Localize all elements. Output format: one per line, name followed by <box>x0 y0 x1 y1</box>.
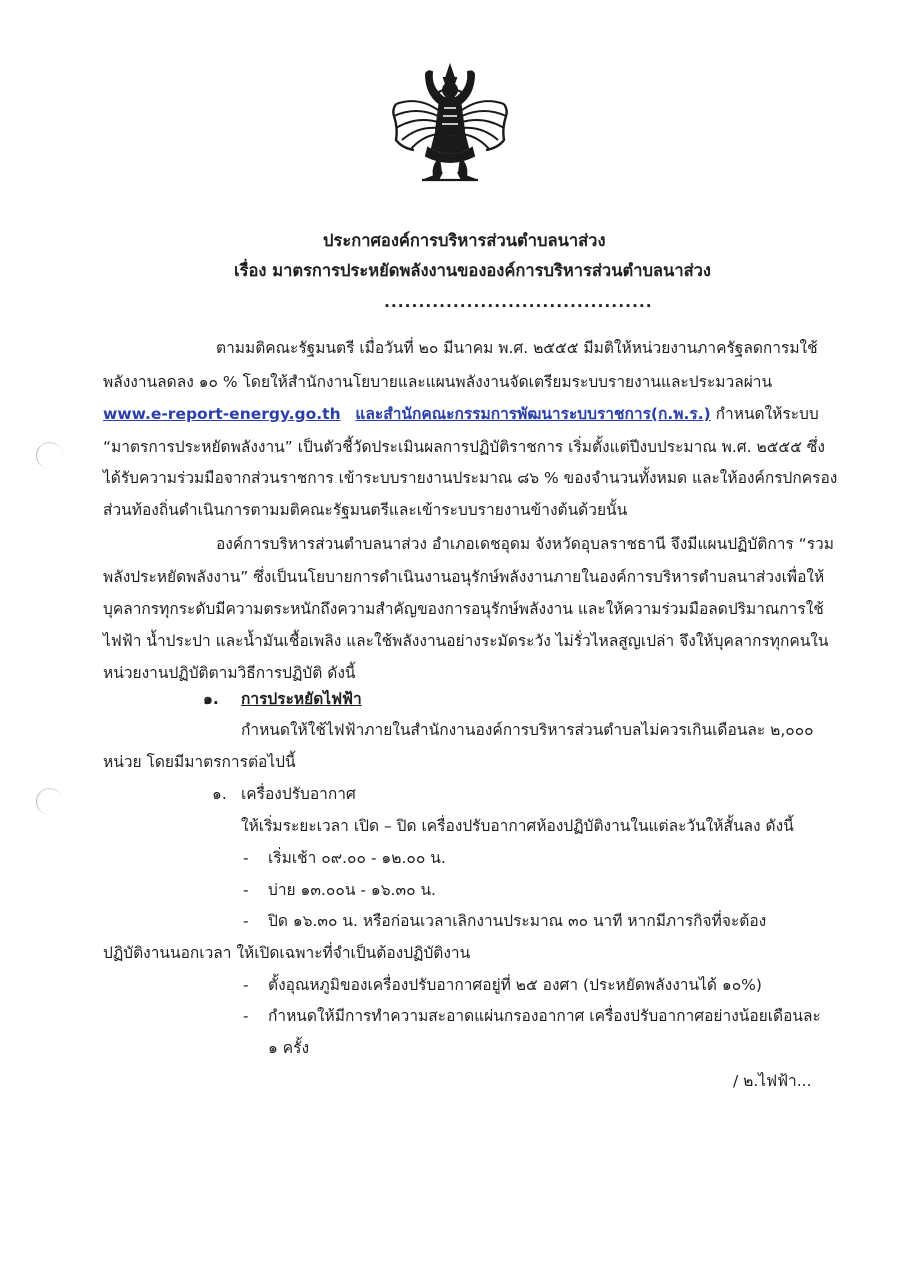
ac-title: เครื่องปรับอากาศ <box>241 785 356 803</box>
ac-bullet-2: บ่าย ๑๓.๐๐น - ๑๖.๓๐ น. <box>268 881 436 899</box>
p1-line-3-rest: กำหนดให้ระบบ <box>715 405 819 423</box>
p2-line-1: องค์การบริหารส่วนตำบลนาส่วง อำเภอเดชอุดม จังหวัดอุบลราชธานี จึงมีแผนปฏิบัติการ “รวม <box>216 535 834 553</box>
p1-line-1: ตามมติคณะรัฐมนตรี เมื่อวันที่ ๒๐ มีนาคม พ.ศ. ๒๕๕๕ มีมติให้หน่วยงานภาครัฐลดการมใช้ <box>216 339 818 357</box>
ac-bullet-3-dash: - <box>243 912 249 930</box>
ac-intro: ให้เริ่มระยะเวลา เปิด – ปิด เครื่องปรับอากาศห้องปฏิบัติงานในแต่ละวันให้สั้นลง ดังนี้ <box>241 817 794 835</box>
punch-hole-mark-top <box>36 442 63 469</box>
ac-bullet-1: เริ่มเช้า ๐๙.๐๐ - ๑๒.๐๐ น. <box>268 849 446 867</box>
header-separator: ....................................... <box>384 293 653 311</box>
p1-line-6: ส่วนท้องถิ่นดำเนินการตามมติคณะรัฐมนตรีและเข้าระบบรายงานข้างต้นด้วยนั้น <box>103 501 628 519</box>
ac-bullet-4-dash: - <box>243 976 249 994</box>
ac-bullet-5-dash: - <box>243 1007 249 1025</box>
section-1-number: ๑. <box>203 690 219 708</box>
ac-bullet-4: ตั้งอุณหภูมิของเครื่องปรับอากาศอยู่ที่ ๒๕ องศา (ประหยัดพลังงานได้ ๑๐%) <box>268 976 762 994</box>
section-1-title: การประหยัดไฟฟ้า <box>241 690 362 708</box>
ac-bullet-5: กำหนดให้มีการทำความสะอาดแผ่นกรองอากาศ เครื่องปรับอากาศอย่างน้อยเดือนละ <box>268 1007 821 1025</box>
opdc-link[interactable]: และสำนักคณะกรรมการพัฒนาระบบราชการ(ก.พ.ร.) <box>355 405 711 423</box>
p1-line-3 <box>103 403 819 425</box>
next-page-marker: / ๒.ไฟฟ้า... <box>733 1072 812 1090</box>
ac-bullet-1-dash: - <box>243 849 249 867</box>
ac-bullet-5-cont: ๑ ครั้ง <box>268 1039 310 1057</box>
ac-number: ๑. <box>212 785 227 803</box>
ac-bullet-2-dash: - <box>243 881 249 899</box>
p2-line-2: พลังประหยัดพลังงาน” ซึ่งเป็นนโยบายการดำเนินงานอนุรักษ์พลังงานภายในองค์การบริหารตำบลนาส่วงเพื่อให้ <box>103 568 825 586</box>
p2-line-4: ไฟฟ้า น้ำประปา และน้ำมันเชื้อเพลิง และใช้พลังงานอย่างระมัดระวัง ไม่รั่วไหลสูญเปล่า จึงให้บุคลากรทุกคนใน <box>103 632 829 650</box>
garuda-emblem <box>388 60 512 188</box>
p2-line-5: หน่วยงานปฏิบัติตามวิธีการปฏิบัติ ดังนี้ <box>103 664 356 682</box>
p1-line-5: ได้รับความร่วมมือจากส่วนราชการ เข้าระบบรายงานประมาณ ๘๖ % ของจำนวนทั้งหมด และให้องค์กรปกครอง <box>103 469 838 487</box>
ac-bullet-3: ปิด ๑๖.๓๐ น. หรือก่อนเวลาเลิกงานประมาณ ๓๐ นาที หากมีภารกิจที่จะต้อง <box>268 912 767 930</box>
p1-line-2: พลังงานลดลง ๑๐ % โดยให้สำนักงานโยบายและแผนพลังงานจัดเตรียมระบบรายงานและประมวลผ่าน <box>103 373 773 391</box>
section-1-line-1: กำหนดให้ใช้ไฟฟ้าภายในสำนักงานองค์การบริหารส่วนตำบลไม่ควรเกินเดือนละ ๒,๐๐๐ <box>241 721 814 739</box>
announcement-title: ประกาศองค์การบริหารส่วนตำบลนาส่วง <box>323 231 606 250</box>
ac-bullet-3-cont: ปฏิบัติงานนอกเวลา ให้เปิดเฉพาะที่จำเป็นต้องปฏิบัติงาน <box>103 944 471 962</box>
announcement-subject: เรื่อง มาตรการประหยัดพลังงานขององค์การบริหารส่วนตำบลนาส่วง <box>234 261 711 280</box>
p1-line-4: “มาตรการประหยัดพลังงาน” เป็นตัวชี้วัดประเมินผลการปฏิบัติราชการ เริ่มตั้งแต่ปีงบประมาณ พ.ศ. ๒๕๕๕ ซึ่ง <box>103 438 825 456</box>
punch-hole-mark-bottom <box>36 788 63 815</box>
section-1-line-2: หน่วย โดยมีมาตรการต่อไปนี้ <box>103 753 296 771</box>
p2-line-3: บุคลากรทุกระดับมีความตระหนักถึงความสำคัญของการอนุรักษ์พลังงาน และให้ความร่วมมือลดปริมาณการใช้ <box>103 600 824 618</box>
e-report-energy-link[interactable]: www.e-report-energy.go.th <box>103 405 341 423</box>
